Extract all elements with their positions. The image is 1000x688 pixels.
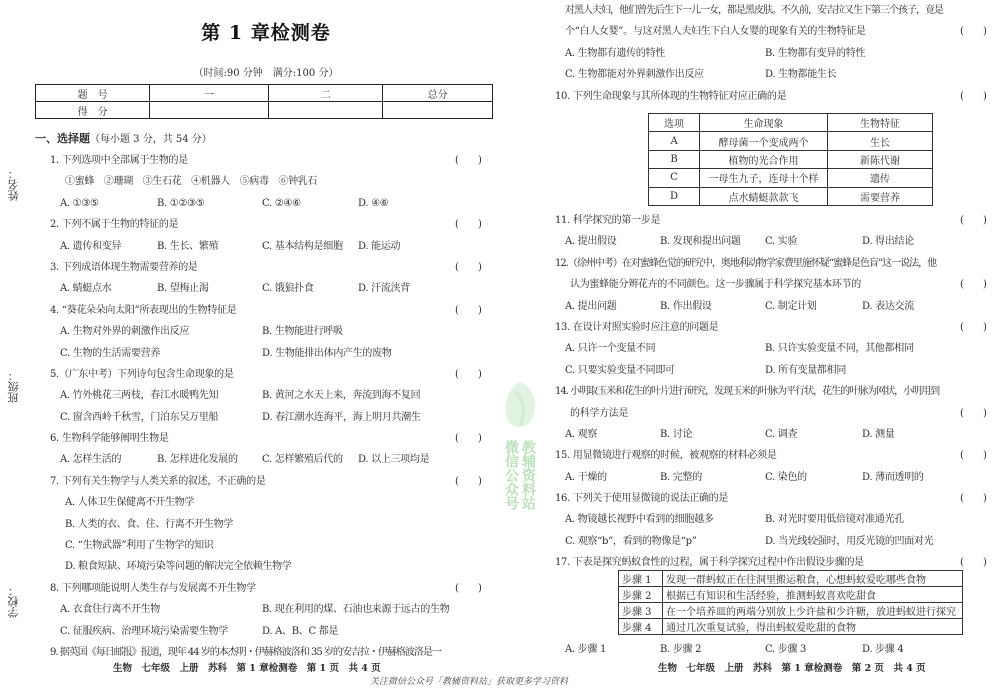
question-1-items: ①蜜蜂 ②珊瑚 ③生石花 ④机器人 ⑤病毒 ⑥钟乳石: [65, 176, 318, 188]
answer-blank[interactable]: ( ): [455, 155, 482, 166]
option-a[interactable]: A. 干燥的: [565, 471, 607, 483]
question-11: 11. 科学探究的第一步是 ( ): [540, 210, 995, 231]
question-10-table: [648, 113, 933, 206]
option-b[interactable]: B. 作出假设: [660, 300, 712, 312]
option-b[interactable]: B. 发现和提出问题: [660, 236, 741, 248]
option-b[interactable]: B. 怎样进化发展的: [157, 454, 238, 466]
question-1: 1. 下列选项中全部属于生物的是 ( ): [35, 150, 497, 171]
option-c[interactable]: C. 生物都能对外界刺激作出反应: [565, 69, 704, 81]
question-16: 16. 下列关于使用显微镜的说法正确的是 ( ): [540, 488, 995, 509]
options: [540, 424, 995, 445]
option-a[interactable]: A. 提出问题: [565, 300, 617, 312]
table-header: 生物特征: [827, 114, 932, 132]
table-row: C 一母生九子，连母十个样 遗传: [649, 169, 933, 187]
question-12: 12.（徐州中考）在对蜜蜂色觉的研究中，奥地利动物学家费里施怀疑“蜜蜂是色盲”这一说法，他: [555, 257, 937, 269]
table-row: B 植物的光合作用 新陈代谢: [649, 150, 933, 168]
score-header: 一: [150, 85, 269, 102]
option-c[interactable]: C. ②④⑥: [262, 197, 301, 209]
option-b[interactable]: B. 步骤 2: [660, 644, 702, 655]
option-a[interactable]: A. 蜻蜓点水: [60, 283, 112, 295]
option-d[interactable]: D. 步骤 4: [862, 644, 904, 655]
school-label: 学校：: [7, 585, 20, 618]
score-header: 二: [269, 85, 383, 102]
bottom-note: 关注微信公众号「教辅资料站」获取更多学习资料: [370, 677, 569, 687]
option-b[interactable]: B. 生物能进行呼吸: [262, 326, 343, 338]
score-cell[interactable]: [383, 102, 493, 119]
option-d[interactable]: D. ④⑥: [358, 197, 389, 209]
option-c[interactable]: C. “生物武器”利用了生物学的知识: [65, 540, 214, 552]
score-header: 题 号: [36, 85, 150, 102]
option-a[interactable]: A. 物镜越长视野中看到的细胞越多: [565, 514, 714, 526]
question-6: 6. 生物科学能够阐明生物是 ( ): [35, 428, 497, 449]
option-d[interactable]: D. 测量: [862, 428, 895, 440]
option-b[interactable]: B. 人类的衣、食、住、行离不开生物学: [65, 518, 234, 530]
question-17: 17. 下表是探究蚂蚁食性的过程，属于科学探究过程中作出假设步骤的是 ( ): [540, 552, 995, 573]
question-2: 2. 下列不属于生物的特征的是 ( ): [35, 214, 497, 235]
page-title: 第 1 章检测卷: [201, 22, 331, 44]
options: [35, 407, 497, 428]
options: [540, 360, 995, 381]
options: [540, 531, 995, 552]
option-a[interactable]: A. 人体卫生保健离不开生物学: [65, 497, 195, 509]
question-17-table: [618, 570, 963, 635]
section-heading: 一、选择题（每小题 3 分，共 54 分）: [35, 132, 212, 145]
option-d[interactable]: D. 粮食短缺、环境污染等问题的解决完全依赖生物学: [65, 561, 292, 573]
page-footer: 生物 七年级 上册 苏科 第 1 章检测卷 第 2 页 共 4 页: [658, 663, 926, 674]
options: [35, 599, 497, 620]
answer-blank[interactable]: ( ): [960, 279, 987, 291]
options: [35, 278, 497, 299]
option-b[interactable]: B. 完整的: [660, 471, 702, 483]
option-b[interactable]: B. 生物都有变异的特性: [765, 47, 866, 59]
question-9: 9. 据英国《每日邮报》报道，现年 44 岁的本杰明・伊赫格波洛和 35 岁的安吉拉・伊赫格波洛是一: [50, 646, 441, 658]
answer-blank[interactable]: ( ): [960, 215, 987, 226]
option-c[interactable]: C. 实验: [765, 236, 798, 248]
options: [35, 621, 497, 642]
class-label: 班级：: [7, 370, 20, 403]
answer-blank[interactable]: ( ): [455, 304, 482, 316]
answer-blank[interactable]: ( ): [455, 433, 482, 445]
question-5: 5.（广东中考）下列诗句包含生命现象的是 ( ): [35, 364, 497, 385]
name-label: 姓名：: [7, 168, 20, 201]
table-row: 步骤 2 根据已有知识和生活经验，推测蚂蚁喜欢吃甜食: [619, 587, 963, 603]
option-a[interactable]: A. 竹外桃花三两枝，春江水暖鸭先知: [60, 390, 219, 402]
option-c[interactable]: C. 调查: [765, 428, 798, 440]
option-a[interactable]: A. 生物对外界的刺激作出反应: [60, 326, 190, 338]
score-table: [35, 84, 493, 119]
table-row: 步骤 1 发现一群蚂蚁正在往洞里搬运粮食，心想蚂蚁爱吃哪些食物: [619, 571, 963, 587]
option-c[interactable]: C. 窗含西岭千秋雪，门泊东吴万里船: [60, 411, 219, 423]
question-9-continued: 对黑人夫妇，他们曾先后生下一儿一女，都是黑皮肤。不久前，安吉拉又生下第三个孩子，竟是: [565, 5, 943, 16]
table-row: 步骤 3 在一个培养皿的两端分别放上少许盐和少许糖，放进蚂蚁进行探究: [619, 603, 963, 619]
option-b[interactable]: B. 望梅止渴: [157, 283, 209, 295]
question-9-continued: 个“白人女婴”。与这对黑人夫妇生下白人女婴的现象有关的生物特征是 ( ): [540, 21, 995, 42]
option-d[interactable]: D. 所有变量都相同: [765, 364, 847, 376]
option-b[interactable]: B. 现在利用的煤、石油也来源于远古的生物: [262, 604, 450, 616]
option-c[interactable]: C. 生物的生活需要营养: [60, 347, 161, 359]
option-d[interactable]: D. 表达交流: [862, 300, 914, 312]
score-header: 总分: [383, 85, 493, 102]
answer-blank[interactable]: ( ): [455, 582, 482, 594]
question-14-continued: 的科学方法是 ( ): [540, 403, 995, 424]
question-8: 8. 下列哪项能说明人类生存与发展离不开生物学 ( ): [35, 578, 497, 599]
option-a[interactable]: A. 观察: [565, 428, 598, 440]
watermark-leaf-icon: [500, 380, 540, 430]
option-d[interactable]: D. 薄而透明的: [862, 471, 924, 483]
exam-info: （时间:90 分钟 满分:100 分）: [193, 68, 339, 79]
option-b[interactable]: B. 对光时要用低倍镜对准通光孔: [765, 514, 904, 526]
options: [35, 449, 497, 470]
option-c[interactable]: C. 制定计划: [765, 300, 817, 312]
options: [35, 343, 497, 364]
options: [35, 236, 497, 257]
options: [35, 385, 497, 406]
option-a[interactable]: A. 只许一个变量不同: [565, 343, 656, 355]
answer-blank[interactable]: ( ): [960, 493, 987, 505]
option-a[interactable]: A. 步骤 1: [565, 644, 607, 655]
option-c[interactable]: C. 基本结构是细胞: [262, 240, 343, 252]
option-c[interactable]: C. 怎样繁殖后代的: [262, 454, 343, 466]
table-header: 选项: [649, 114, 700, 132]
options: [540, 296, 995, 317]
options: [540, 639, 995, 660]
answer-blank[interactable]: ( ): [960, 450, 987, 462]
option-b[interactable]: B. 只许实验变量不同，其他都相同: [765, 343, 914, 355]
table-header: 生命现象: [700, 114, 828, 132]
question-list: [35, 150, 497, 663]
options: [540, 231, 995, 252]
options: [540, 64, 995, 85]
option-a[interactable]: A. 提出假设: [565, 236, 617, 248]
answer-blank[interactable]: ( ): [455, 475, 482, 487]
option-c[interactable]: C. 步骤 3: [765, 644, 807, 655]
options: [35, 193, 497, 214]
options: [540, 43, 995, 64]
answer-blank[interactable]: ( ): [960, 557, 987, 569]
answer-blank[interactable]: ( ): [455, 219, 482, 231]
question-12-continued: 认为蜜蜂能分辨花卉的不同颜色。这一步骤属于科学探究基本环节的 ( ): [540, 274, 995, 295]
answer-blank[interactable]: ( ): [455, 368, 482, 380]
score-cell[interactable]: [150, 102, 269, 119]
option-a[interactable]: A. ①③⑤: [60, 197, 99, 209]
option-d[interactable]: D. 得出结论: [862, 236, 914, 248]
question-14: 14. 小明取玉米和花生的叶片进行研究，发现玉米的叶脉为平行状，花生的叶脉为网状，小明用到: [555, 386, 940, 398]
table-row: 步骤 4 通过几次重复试验，得出蚂蚁爱吃甜的食物: [619, 619, 963, 635]
options: [540, 338, 995, 359]
option-d[interactable]: D. 春江潮水连海平，海上明月共潮生: [262, 411, 421, 423]
option-d[interactable]: D. 生物能排出体内产生的废物: [262, 347, 392, 359]
answer-blank[interactable]: ( ): [455, 261, 482, 273]
question-15: 15. 用显微镜进行观察的时候，被观察的材料必须是 ( ): [540, 445, 995, 466]
option-c[interactable]: C. 染色的: [765, 471, 807, 483]
option-c[interactable]: C. 饿狼扑食: [262, 283, 314, 295]
answer-blank[interactable]: ( ): [960, 407, 987, 419]
option-d[interactable]: D. 生物都能生长: [765, 69, 837, 81]
answer-blank[interactable]: ( ): [960, 90, 987, 102]
options: [35, 321, 497, 342]
option-d[interactable]: D. A、B、C 都是: [262, 625, 339, 637]
option-a[interactable]: A. 生物都有遗传的特性: [565, 47, 665, 59]
watermark-line2: 教辅资料站: [520, 440, 536, 510]
answer-blank[interactable]: ( ): [960, 321, 987, 333]
score-cell[interactable]: [269, 102, 383, 119]
question-7: 7. 下列有关生物学与人类关系的叙述，不正确的是 ( ): [35, 471, 497, 492]
table-row: A 酵母菌一个变成两个 生长: [649, 132, 933, 150]
option-d[interactable]: D. 能运动: [358, 240, 401, 252]
option-a[interactable]: A. 衣食住行离不开生物: [60, 604, 160, 616]
option-b[interactable]: B. 黄河之水天上来，奔流到海不复回: [262, 390, 421, 402]
question-3: 3. 下列成语体现生物需要营养的是 ( ): [35, 257, 497, 278]
option-d[interactable]: D. 以上三项均是: [358, 454, 430, 466]
question-10: 10. 下列生命现象与其所体现的生物特征对应正确的是 ( ): [540, 86, 995, 107]
option-a[interactable]: A. 怎样生活的: [60, 454, 122, 466]
question-13: 13. 在设计对照实验时应注意的问题是 ( ): [540, 317, 995, 338]
option-b[interactable]: B. 讨论: [660, 428, 693, 440]
option-a[interactable]: A. 遗传和变异: [60, 240, 122, 252]
options: [540, 509, 995, 530]
options: [540, 467, 995, 488]
option-b[interactable]: B. ①②③⑤: [157, 197, 205, 209]
option-c[interactable]: C. 观察“b”，看到的物像是“p”: [565, 535, 697, 547]
answer-blank[interactable]: ( ): [960, 26, 987, 38]
question-4: 4. “葵花朵朵向太阳”所表现出的生物特征是 ( ): [35, 300, 497, 321]
option-b[interactable]: B. 生长、繁殖: [157, 240, 219, 252]
option-c[interactable]: C. 只要实验变量不同即可: [565, 364, 675, 376]
watermark-line1: 微信公众号: [503, 440, 519, 510]
page-footer: 生物 七年级 上册 苏科 第 1 章检测卷 第 1 页 共 4 页: [113, 663, 381, 674]
option-d[interactable]: D. 当光线较强时，用反光镜的凹面对光: [765, 535, 934, 547]
score-row-label: 得 分: [36, 102, 150, 119]
option-d[interactable]: D. 汗流浃背: [358, 283, 410, 295]
table-row: D 点水蜻蜓款款飞 需要营养: [649, 187, 933, 205]
option-c[interactable]: C. 征服疾病、治理环境污染需要生物学: [60, 625, 228, 637]
